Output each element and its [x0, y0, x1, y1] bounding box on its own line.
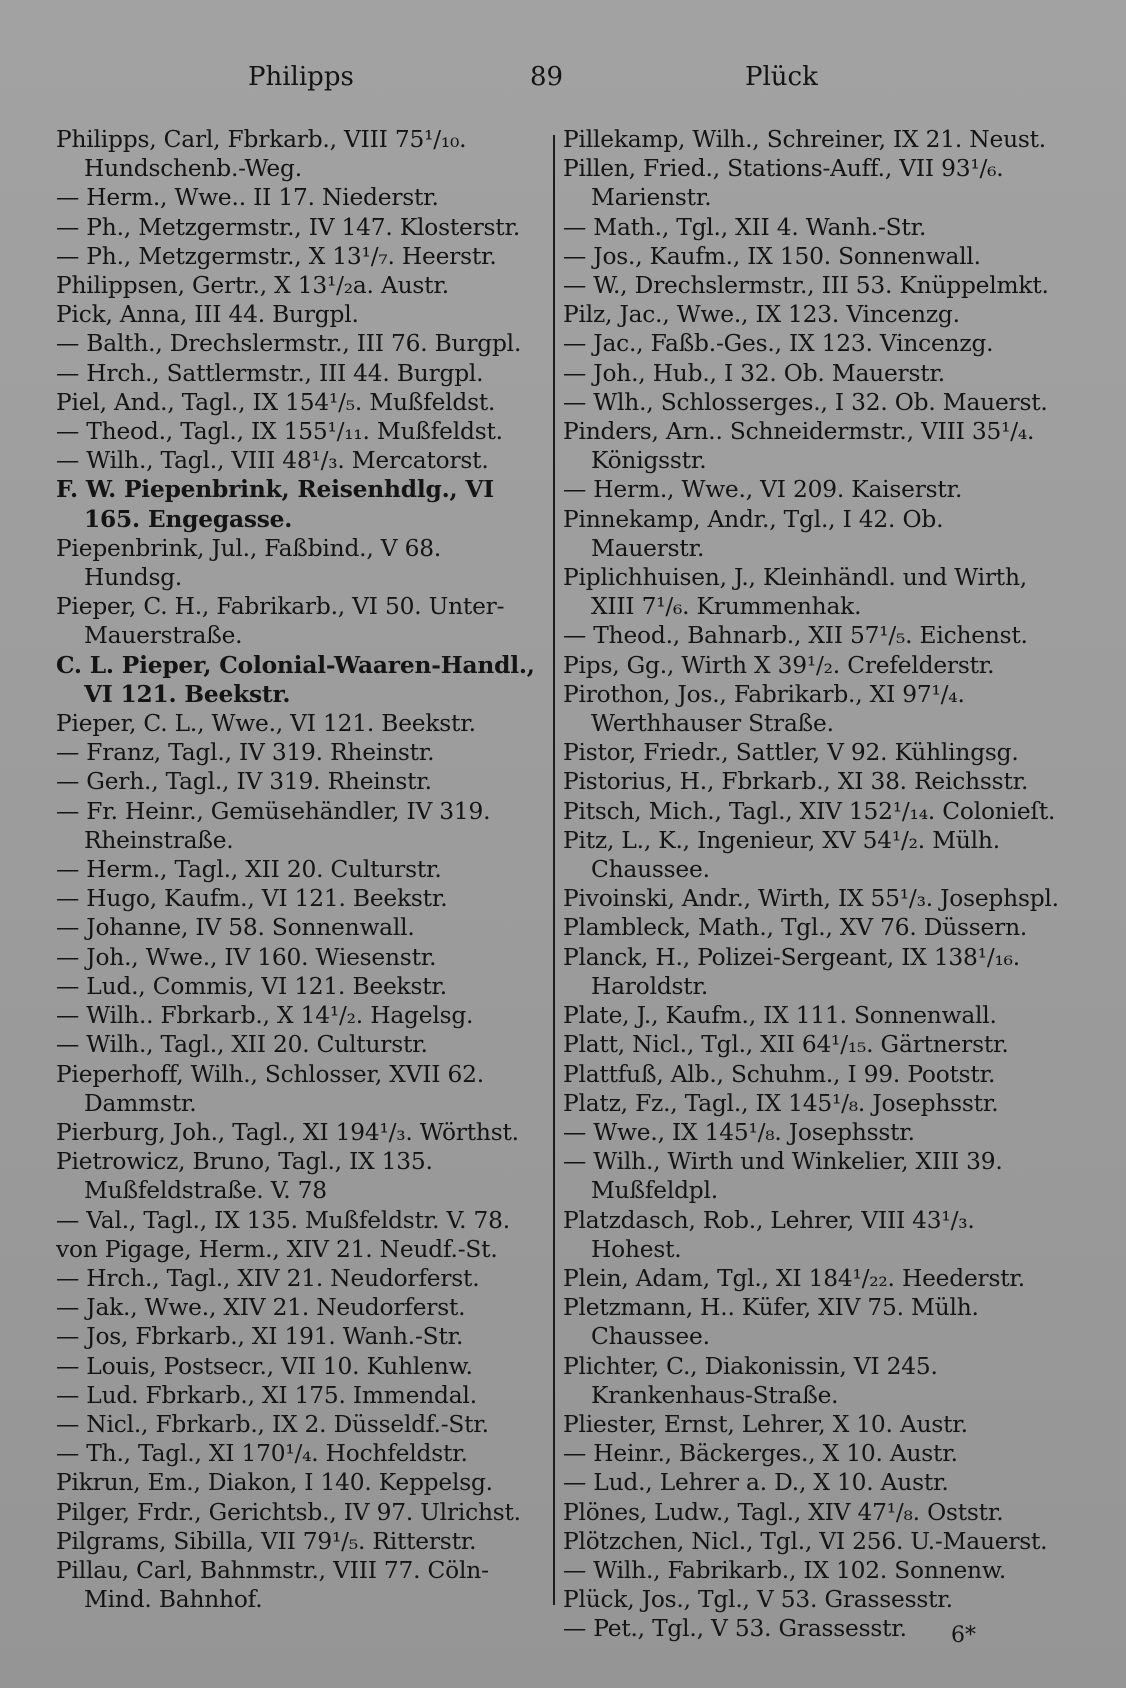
directory-entry: — Pet., Tgl., V 53. Grassesstr.: [563, 1615, 907, 1643]
directory-entry: Pillen, Fried., Stations-Auff., VII 93¹/₆. Marienstr.: [563, 155, 1004, 212]
directory-entry: — Jos., Kaufm., IX 150. Sonnenwall.: [563, 242, 981, 270]
column-divider: [553, 135, 555, 1605]
directory-entry: — Jos, Fbrkarb., XI 191. Wanh.-Str.: [56, 1323, 464, 1351]
directory-entry: — Herm., Tagl., XII 20. Culturstr.: [56, 856, 442, 884]
directory-entry: Pietrowicz, Bruno, Tagl., IX 135. Mußfeldstraße. V. 78: [56, 1148, 433, 1205]
directory-entry: — Fr. Heinr., Gemüsehändler, IV 319. Rheinstraße.: [56, 797, 491, 854]
directory-entry: — Joh., Hub., I 32. Ob. Mauerstr.: [563, 359, 945, 387]
directory-entry: Pinnekamp, Andr., Tgl., I 42. Ob. Mauerstr.: [563, 505, 944, 562]
directory-entry: Platzdasch, Rob., Lehrer, VIII 43¹/₃. Hohest.: [563, 1206, 975, 1263]
directory-entry: Pieper, C. L., Wwe., VI 121. Beekstr.: [56, 710, 476, 738]
directory-entry: — Wwe., IX 145¹/₈. Josephsstr.: [563, 1118, 915, 1146]
directory-entry: Plattfuß, Alb., Schuhm., I 99. Pootstr.: [563, 1060, 996, 1088]
directory-entry: — Hugo, Kaufm., VI 121. Beekstr.: [56, 885, 448, 913]
directory-entry: C. L. Pieper, Colonial-Waaren-Handl., VI 121. Beekstr.: [56, 651, 535, 708]
directory-entry: — Theod., Tagl., IX 155¹/₁₁. Mußfeldst.: [56, 418, 503, 446]
directory-entry: Platz, Fz., Tagl., IX 145¹/₈. Josephsstr.: [563, 1089, 999, 1117]
directory-entry: Pitz, L., K., Ingenieur, XV 54¹/₂. Mülh. Chaussee.: [563, 826, 1000, 884]
directory-entry: — Herm., Wwe., VI 209. Kaiserstr.: [563, 476, 963, 504]
directory-entry: Plein, Adam, Tgl., XI 184¹/₂₂. Heederstr.: [563, 1264, 1025, 1292]
directory-entry: Piel, And., Tagl., IX 154¹/₅. Mußfeldst.: [56, 388, 496, 416]
directory-entry: Piepenbrink, Jul., Faßbind., V 68. Hundsg.: [56, 534, 442, 592]
page-header: [0, 62, 1126, 102]
directory-entry: — Jak., Wwe., XIV 21. Neudorferst.: [56, 1294, 466, 1322]
directory-entry: Philipps, Carl, Fbrkarb., VIII 75¹/₁₀. Hundschenb.-Weg.: [56, 126, 467, 183]
directory-entry: — Balth., Drechslermstr., III 76. Burgpl.: [56, 330, 522, 358]
directory-entry: — Louis, Postsecr., VII 10. Kuhlenw.: [56, 1352, 473, 1380]
right-column: [563, 125, 1063, 1643]
directory-entry: Plönes, Ludw., Tagl., XIV 47¹/₈. Oststr.: [563, 1498, 1004, 1526]
directory-entry: Plambleck, Math., Tgl., XV 76. Düssern.: [563, 914, 1028, 942]
directory-entry: Pick, Anna, III 44. Burgpl.: [56, 301, 359, 329]
directory-entry: — Franz, Tagl., IV 319. Rheinstr.: [56, 739, 435, 767]
page-number: 89: [530, 62, 564, 92]
directory-entry: Pistorius, H., Fbrkarb., XI 38. Reichsstr.: [563, 768, 1029, 796]
directory-entry: Pletzmann, H.. Küfer, XIV 75. Mülh. Chaussee.: [563, 1294, 979, 1351]
directory-entry: — W., Drechslermstr., III 53. Knüppelmkt.: [563, 272, 1049, 300]
directory-entry: — Johanne, IV 58. Sonnenwall.: [56, 914, 415, 942]
directory-entry: Pinders, Arn.. Schneidermstr., VIII 35¹/₄. Königsstr.: [563, 418, 1035, 475]
directory-entry: Plück, Jos., Tgl., V 53. Grassesstr.: [563, 1586, 953, 1614]
directory-entry: — Hrch., Tagl., XIV 21. Neudorferst.: [56, 1264, 480, 1292]
directory-entry: — Hrch., Sattlermstr., III 44. Burgpl.: [56, 359, 484, 387]
directory-entry: Platt, Nicl., Tgl., XII 64¹/₁₅. Gärtnerstr.: [563, 1031, 1009, 1059]
directory-entry: von Pigage, Herm., XIV 21. Neudf.-St.: [56, 1235, 498, 1263]
directory-entry: — Wilh., Tagl., VIII 48¹/₃. Mercatorst.: [56, 447, 489, 475]
directory-entry: — Lud. Fbrkarb., XI 175. Immendal.: [56, 1381, 477, 1409]
directory-entry: Piplichhuisen, J., Kleinhändl. und Wirth, XIII 7¹/₆. Krummenhak.: [563, 564, 1027, 621]
directory-entry: Plichter, C., Diakonissin, VI 245. Krankenhaus-Straße.: [563, 1352, 938, 1409]
directory-entry: — Wilh., Tagl., XII 20. Culturstr.: [56, 1031, 428, 1059]
directory-entry: — Wlh., Schlosserges., I 32. Ob. Mauerst.: [563, 388, 1048, 416]
directory-entry: Pikrun, Em., Diakon, I 140. Keppelsg.: [56, 1469, 493, 1497]
directory-entry: — Herm., Wwe.. II 17. Niederstr.: [56, 184, 439, 212]
directory-entry: Pillau, Carl, Bahnmstr., VIII 77. Cöln-Mind. Bahnhof.: [56, 1556, 489, 1614]
directory-entry: Pips, Gg., Wirth X 39¹/₂. Crefelderstr.: [563, 651, 995, 679]
directory-entry: Pierburg, Joh., Tagl., XI 194¹/₃. Wörthst.: [56, 1118, 519, 1146]
directory-entry: Pilger, Frdr., Gerichtsb., IV 97. Ulrichst.: [56, 1498, 521, 1526]
directory-entry: — Wilh., Fabrikarb., IX 102. Sonnenw.: [563, 1556, 1007, 1584]
directory-entry: Planck, H., Polizei-Sergeant, IX 138¹/₁₆. Haroldstr.: [563, 943, 1020, 1000]
directory-entry: Plate, J., Kaufm., IX 111. Sonnenwall.: [563, 1002, 997, 1030]
directory-entry: Pliester, Ernst, Lehrer, X 10. Austr.: [563, 1410, 968, 1438]
directory-entry: Pieperhoff, Wilh., Schlosser, XVII 62. Dammstr.: [56, 1060, 484, 1117]
signature-mark: 6*: [951, 1623, 976, 1648]
directory-entry: — Val., Tagl., IX 135. Mußfeldstr. V. 78.: [56, 1206, 510, 1234]
directory-entry: Pillekamp, Wilh., Schreiner, IX 21. Neust.: [563, 126, 1047, 153]
directory-entry: — Theod., Bahnarb., XII 57¹/₅. Eichenst.: [563, 622, 1028, 650]
directory-entry: — Jac., Faßb.-Ges., IX 123. Vincenzg.: [563, 330, 994, 358]
directory-entry: Pilz, Jac., Wwe., IX 123. Vincenzg.: [563, 301, 960, 329]
directory-entry: — Joh., Wwe., IV 160. Wiesenstr.: [56, 943, 437, 971]
directory-entry: — Lud., Commis, VI 121. Beekstr.: [56, 972, 447, 1000]
directory-entry: — Gerh., Tagl., IV 319. Rheinstr.: [56, 768, 432, 796]
directory-entry: — Math., Tgl., XII 4. Wanh.-Str.: [563, 213, 927, 241]
directory-entry: — Ph., Metzgermstr., IV 147. Klosterstr.: [56, 213, 521, 241]
directory-entry: Pitsch, Mich., Tagl., XIV 152¹/₁₄. Colonieſt.: [563, 797, 1056, 825]
directory-entry: F. W. Piepenbrink, Reisenhdlg., VI 165. Engegasse.: [56, 476, 494, 533]
directory-entry: — Ph., Metzgermstr., X 13¹/₇. Heerstr.: [56, 242, 497, 270]
directory-entry: Pilgrams, Sibilla, VII 79¹/₅. Ritterstr.: [56, 1527, 477, 1555]
directory-entry: — Lud., Lehrer a. D., X 10. Austr.: [563, 1469, 949, 1497]
directory-entry: Pivoinski, Andr., Wirth, IX 55¹/₃. Josephspl.: [563, 885, 1059, 913]
directory-entry: — Wilh., Wirth und Winkelier, XIII 39. Mußfeldpl.: [563, 1148, 1003, 1205]
header-left-keyword: Philipps: [248, 62, 354, 92]
columns: [56, 125, 1068, 1643]
directory-entry: Pirothon, Jos., Fabrikarb., XI 97¹/₄. Werthhauser Straße.: [563, 680, 965, 738]
directory-entry: — Wilh.. Fbrkarb., X 14¹/₂. Hagelsg.: [56, 1002, 474, 1030]
left-column: [56, 125, 546, 1615]
header-right-keyword: Plück: [745, 62, 818, 92]
directory-entry: Plötzchen, Nicl., Tgl., VI 256. U.-Mauerst.: [563, 1527, 1048, 1555]
directory-entry: — Nicl., Fbrkarb., IX 2. Düsseldf.-Str.: [56, 1410, 489, 1438]
directory-entry: Philippsen, Gertr., X 13¹/₂a. Austr.: [56, 272, 449, 300]
directory-entry: — Th., Tagl., XI 170¹/₄. Hochfeldstr.: [56, 1440, 468, 1468]
directory-entry: — Heinr., Bäckerges., X 10. Austr.: [563, 1440, 958, 1468]
directory-entry: Pieper, C. H., Fabrikarb., VI 50. Unter-Mauerstraße.: [56, 593, 505, 650]
directory-entry: Pistor, Friedr., Sattler, V 92. Kühlingsg.: [563, 739, 1019, 767]
